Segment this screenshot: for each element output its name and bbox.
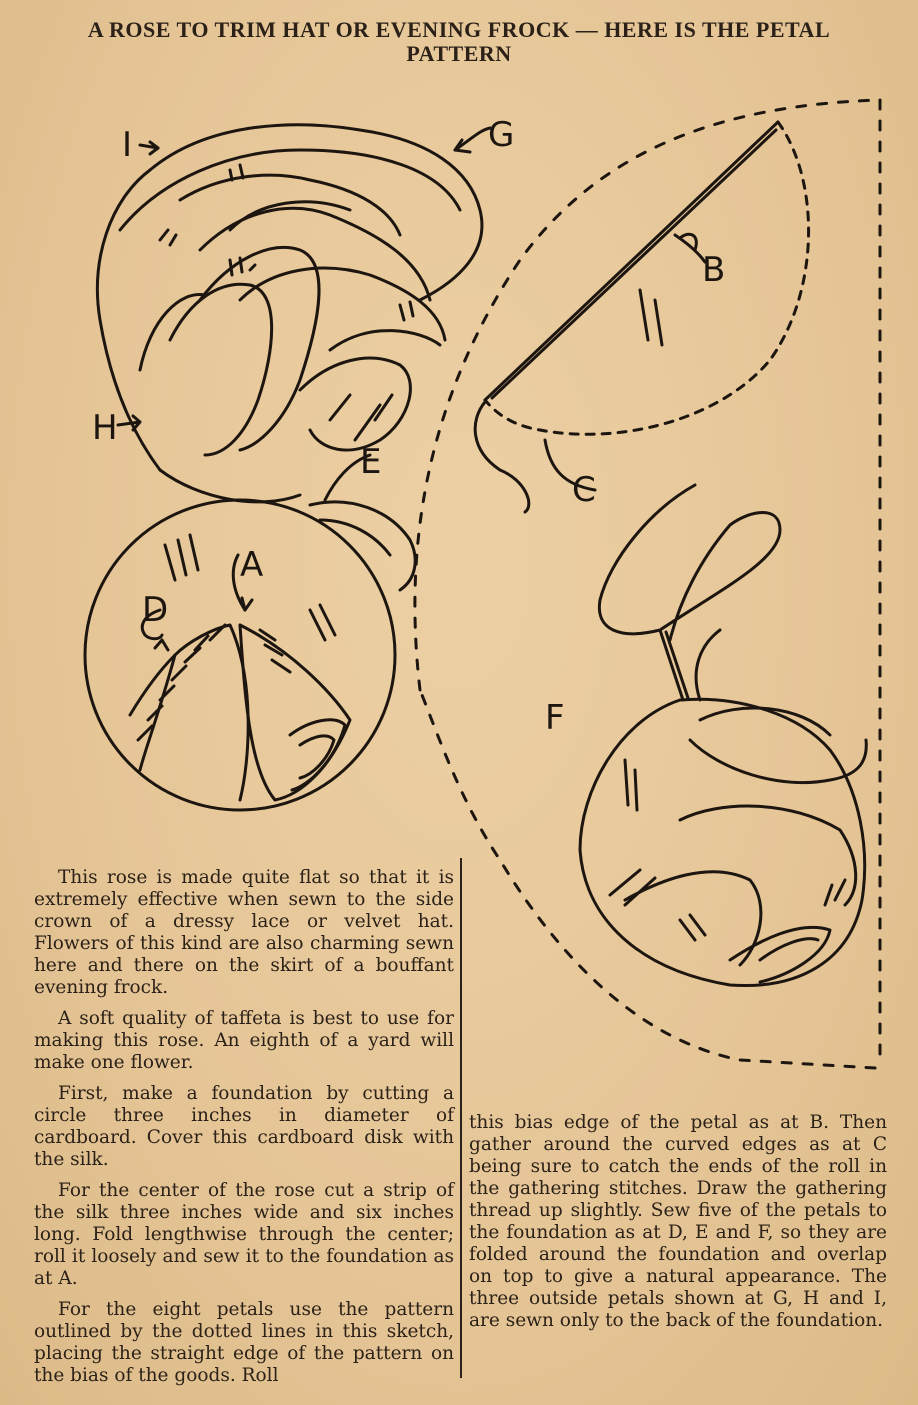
label-f: F — [545, 698, 565, 738]
rose-main-drawing — [97, 125, 490, 502]
foundation-drawing — [85, 455, 415, 810]
left-text-column — [34, 867, 454, 1396]
label-i: I — [122, 125, 133, 165]
title-line-2: PATTERN — [406, 41, 512, 66]
petal-b-drawing — [475, 122, 808, 512]
label-b: B — [702, 250, 726, 290]
paragraph: For the center of the rose cut a strip of the silk three inches wide and six inches long. Fold lengthwise through the center; roll it loosely and sew it to the foundation as at A. — [34, 1180, 454, 1289]
label-g: G — [488, 115, 515, 155]
column-divider — [460, 858, 462, 1378]
label-h: H — [92, 408, 118, 448]
petal-f-drawing — [580, 485, 866, 986]
title-line-1: A ROSE TO TRIM HAT OR EVENING FROCK — HERE IS THE PETAL — [87, 17, 831, 42]
label-d: D — [142, 590, 169, 630]
paragraph: this bias edge of the petal as at B. Then gather around the curved edges as at C being sure to catch the ends of the roll in the gathering stitches. Draw the gathering thread up slightly. Sew five of the petals to the foundation as at D, E and F, so they are folded around the foundation and overlap on top to give a natural appearance. The three outside petals shown at G, H and I, are sewn only to the back of the foundation. — [469, 1112, 887, 1331]
paragraph: For the eight petals use the pattern outlined by the dotted lines in this sketch, placing the straight edge of the pattern on the bias of the goods. Roll — [34, 1299, 454, 1386]
right-text-column — [469, 1112, 887, 1341]
label-e: E — [360, 442, 382, 482]
label-c: C — [572, 470, 596, 510]
paragraph: A soft quality of taffeta is best to use for making this rose. An eighth of a yard will make one flower. — [34, 1008, 454, 1073]
label-a: A — [240, 545, 264, 585]
paragraph: This rose is made quite flat so that it is extremely effective when sewn to the side crown of a dressy lace or velvet hat. Flowers of this kind are also charming sewn here and there on the skirt of a bouffant evening frock. — [34, 867, 454, 998]
paragraph: First, make a foundation by cutting a circle three inches in diameter of cardboard. Cover this cardboard disk with the silk. — [34, 1083, 454, 1170]
